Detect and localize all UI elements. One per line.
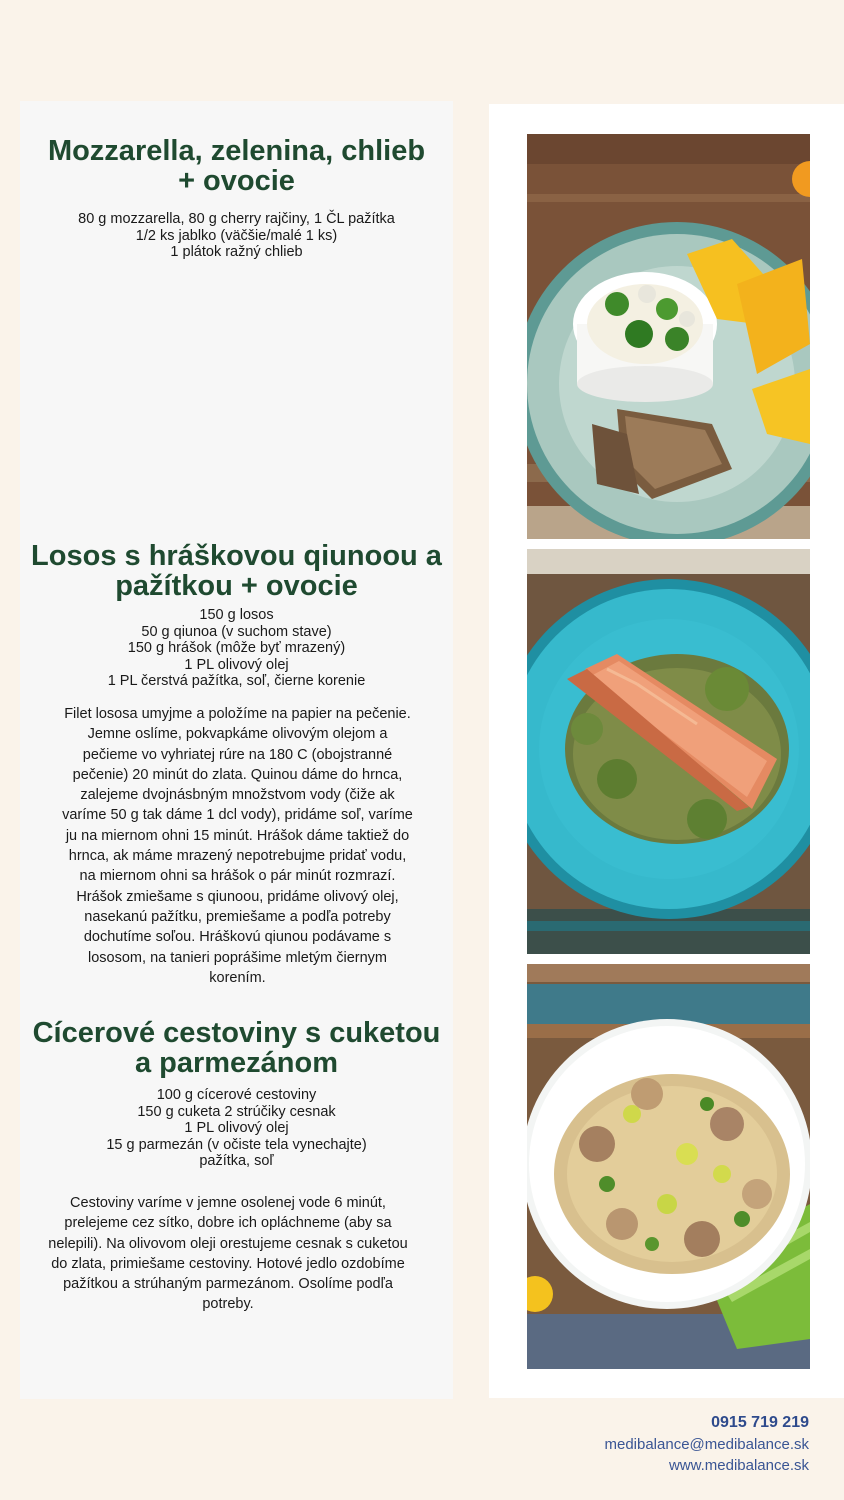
- instruction-line: Hrášok zmiešame s qiunoou, pridáme olivový olej,: [76, 888, 399, 905]
- instruction-line: pečenie) 20 minút do zlata. Quinou dáme do hrnca,: [72, 766, 403, 783]
- recipe-1-title-line2: + ovocie: [178, 165, 295, 197]
- instruction-line: lososom, na tanieri poprášime mletým čiernym: [88, 949, 387, 966]
- recipe-3-title-line1: Cícerové cestoviny s cuketou: [32, 1017, 441, 1049]
- ingredient-line: pažítka, soľ: [199, 1153, 274, 1169]
- mozzarella-photo: [527, 134, 810, 539]
- ingredient-line: 1 PL čerstvá pažítka, soľ, čierne korenie: [107, 673, 366, 689]
- recipe-3-instructions: [28, 1193, 428, 1315]
- recipe-2-instructions: [40, 704, 435, 988]
- recipe-1-ingredients: [20, 211, 453, 261]
- instruction-line: varíme 50 g tak dáme 1 dcl vody), pridáme soľ, varíme: [62, 807, 413, 824]
- instruction-line: Filet lososa umyjme a položíme na papier na pečenie.: [64, 706, 411, 722]
- instruction-line: prelejeme cez sítko, dobre ich opláchneme (aby sa: [64, 1215, 392, 1232]
- contact-block: [604, 1412, 809, 1476]
- recipe-1-title-line1: Mozzarella, zelenina, chlieb: [47, 135, 426, 167]
- recipe-2-title-line1: Losos s hráškovou qiunoou a: [31, 540, 442, 572]
- instruction-line: pečieme vo vyhriatej rúre na 180 C (obojstranné: [82, 746, 393, 763]
- instruction-line: ju na miernom ohni 15 minút. Hrášok dáme taktiež do: [65, 827, 410, 844]
- instruction-line: nelepili). Na olivovom oleji orestujeme cesnak s cuketou: [48, 1235, 408, 1252]
- instruction-line: dochutíme soľou. Hráškovú qiunou podávame s: [83, 929, 392, 946]
- instruction-line: hrnca, ak máme mrazený nepotrebujme pridať vodu,: [68, 848, 407, 865]
- website-link[interactable]: www.medibalance.sk: [668, 1457, 809, 1474]
- instruction-line: Cestoviny varíme v jemne osolenej vode 6 minút,: [70, 1195, 386, 1211]
- ingredient-line: 150 g cuketa 2 strúčiky cesnak: [137, 1103, 336, 1120]
- instruction-line: zalejeme dvojnásbným množstvom vody (čiže ak: [80, 787, 395, 804]
- recipe-3-title-line2: a parmezánom: [134, 1047, 339, 1079]
- ingredient-line: 1/2 ks jablko (väčšie/malé 1 ks): [135, 227, 338, 244]
- ingredient-line: 150 g hrášok (môže byť mrazený): [127, 640, 346, 656]
- recipe-2-title-line2: pažítkou + ovocie: [115, 570, 358, 602]
- phone-number[interactable]: 0915 719 219: [711, 1414, 809, 1431]
- ingredient-line: 1 PL olivový olej: [184, 1120, 289, 1136]
- instruction-line: potreby.: [202, 1296, 254, 1313]
- recipe-2-title: [20, 541, 453, 601]
- ingredient-line: 100 g cícerové cestoviny: [156, 1087, 317, 1103]
- ingredient-line: 1 PL olivový olej: [184, 656, 289, 673]
- ingredient-line: 80 g mozzarella, 80 g cherry rajčiny, 1 ČL pažítka: [78, 211, 395, 227]
- recipe-3-ingredients: [20, 1087, 453, 1170]
- ingredient-line: 150 g losos: [199, 607, 274, 623]
- recipe-2-ingredients: [20, 607, 453, 690]
- instruction-line: na miernom ohni sa hrášok o pár minút rozmrazí.: [79, 868, 396, 885]
- instruction-line: pažítkou a strúhaným parmezánom. Osolíme podľa: [63, 1276, 393, 1293]
- instruction-line: Jemne oslíme, pokvapkáme olivovým olejom a: [87, 726, 388, 743]
- instruction-line: korením.: [209, 969, 266, 986]
- ingredient-line: 50 g qiunoa (v suchom stave): [141, 623, 332, 640]
- recipe-1-title: [20, 136, 453, 196]
- recipe-3-title: [20, 1018, 453, 1078]
- instruction-line: nasekanú pažítku, premiešame a podľa potreby: [84, 908, 391, 925]
- email-link[interactable]: medibalance@medibalance.sk: [604, 1436, 809, 1453]
- ingredient-line: 1 plátok ražný chlieb: [170, 244, 303, 260]
- salmon-photo: [527, 549, 810, 954]
- ingredient-line: 15 g parmezán (v očiste tela vynechajte): [106, 1136, 367, 1153]
- pasta-photo: [527, 964, 810, 1369]
- instruction-line: do zlata, primiešame cestoviny. Hotové jedlo ozdobíme: [51, 1255, 405, 1272]
